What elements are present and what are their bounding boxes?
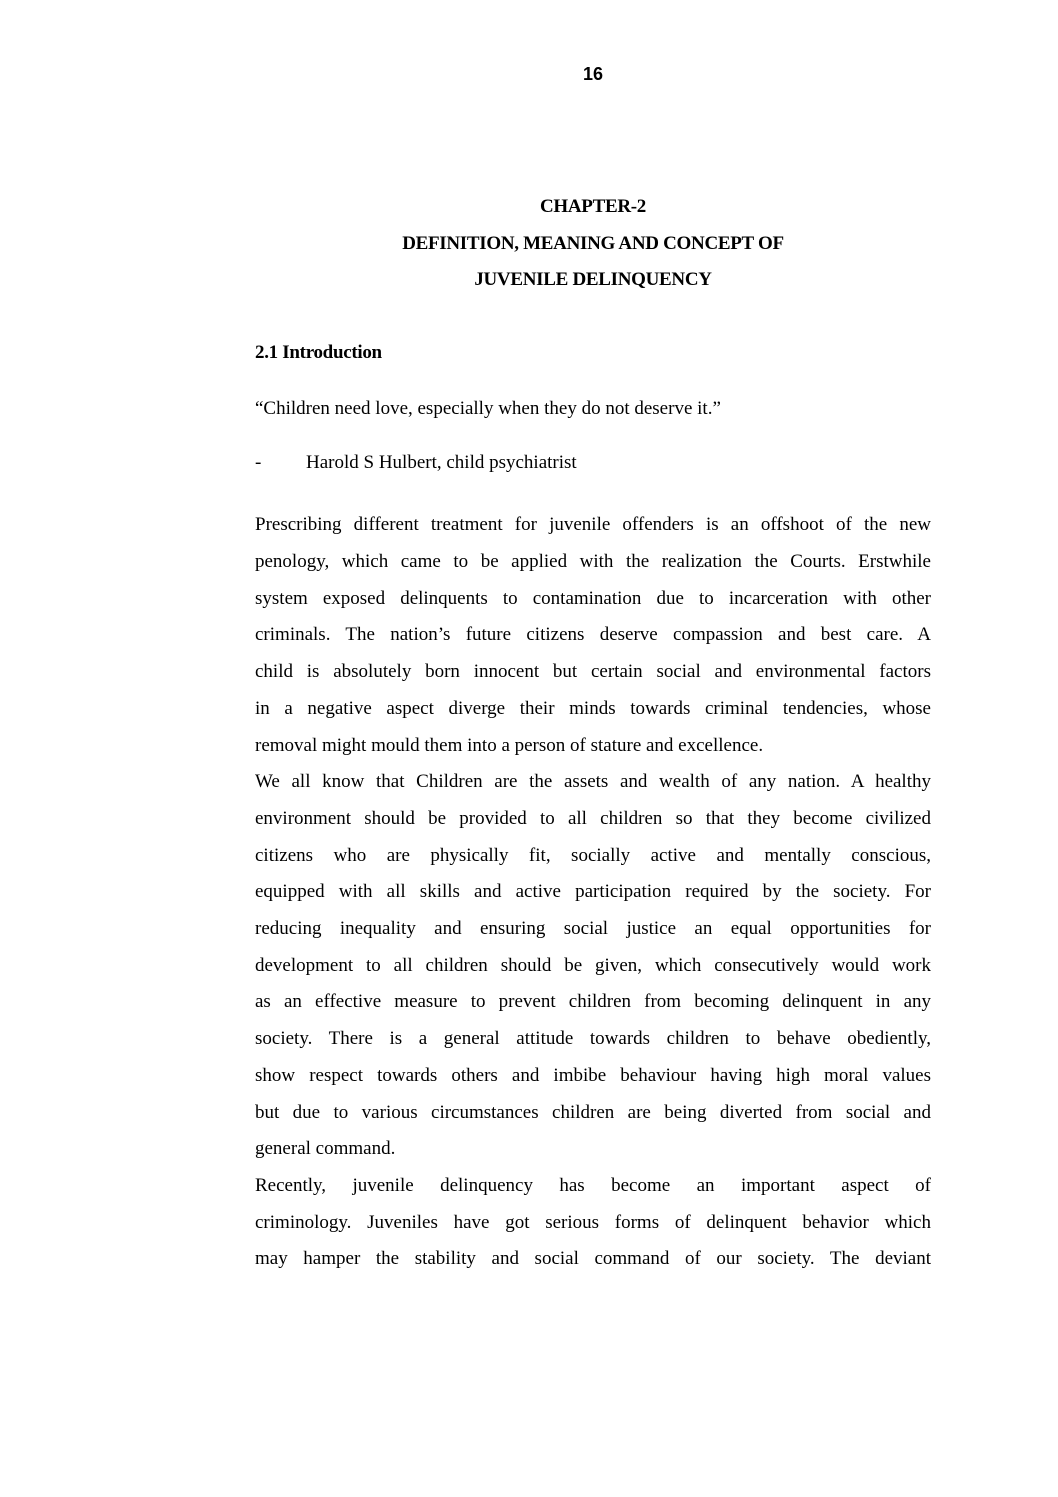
attribution-text: Harold S Hulbert, child psychiatrist <box>306 452 577 473</box>
paragraph-line: citizens who are physically fit, socially active and mentally conscious, <box>255 845 931 866</box>
paragraph-line: society. There is a general attitude towards children to behave obediently, <box>255 1028 931 1049</box>
paragraph-line: We all know that Children are the assets and wealth of any nation. A healthy <box>255 771 931 792</box>
section-heading: 2.1 Introduction <box>255 342 382 363</box>
paragraph-line: reducing inequality and ensuring social justice an equal opportunities for <box>255 918 931 939</box>
epigraph-attribution <box>255 452 577 474</box>
epigraph-quote: “Children need love, especially when they do not deserve it.” <box>255 398 721 419</box>
paragraph-line: Prescribing different treatment for juvenile offenders is an offshoot of the new <box>255 514 931 535</box>
paragraph-line: equipped with all skills and active participation required by the society. For <box>255 881 931 902</box>
paragraph-line: show respect towards others and imbibe behaviour having high moral values <box>255 1065 931 1086</box>
paragraph-line: criminals. The nation’s future citizens deserve compassion and best care. A <box>255 624 931 645</box>
attribution-dash: - <box>255 452 262 473</box>
paragraph-line: environment should be provided to all children so that they become civilized <box>255 808 931 829</box>
paragraph-line: as an effective measure to prevent children from becoming delinquent in any <box>255 991 931 1012</box>
paragraph-line: penology, which came to be applied with the realization the Courts. Erstwhile <box>255 551 931 572</box>
paragraph-line: in a negative aspect diverge their minds towards criminal tendencies, whose <box>255 698 931 719</box>
paragraph-line: general command. <box>255 1138 396 1159</box>
paragraph-line: may hamper the stability and social command of our society. The deviant <box>255 1248 931 1269</box>
paragraph-line: child is absolutely born innocent but certain social and environmental factors <box>255 661 931 682</box>
paragraph-line: development to all children should be given, which consecutively would work <box>255 955 931 976</box>
paragraph-line: removal might mould them into a person of stature and excellence. <box>255 735 764 756</box>
chapter-number: CHAPTER-2 <box>539 196 647 217</box>
chapter-title-line-1: DEFINITION, MEANING AND CONCEPT OF <box>402 233 784 254</box>
paragraph-line: Recently, juvenile delinquency has become an important aspect of <box>255 1175 931 1196</box>
chapter-title-line-2: JUVENILE DELINQUENCY <box>474 269 712 290</box>
page-number: 16 <box>582 64 604 84</box>
paragraph-line: but due to various circumstances children are being diverted from social and <box>255 1102 931 1123</box>
paragraph-line: criminology. Juveniles have got serious forms of delinquent behavior which <box>255 1212 931 1233</box>
paragraph-line: system exposed delinquents to contamination due to incarceration with other <box>255 588 931 609</box>
